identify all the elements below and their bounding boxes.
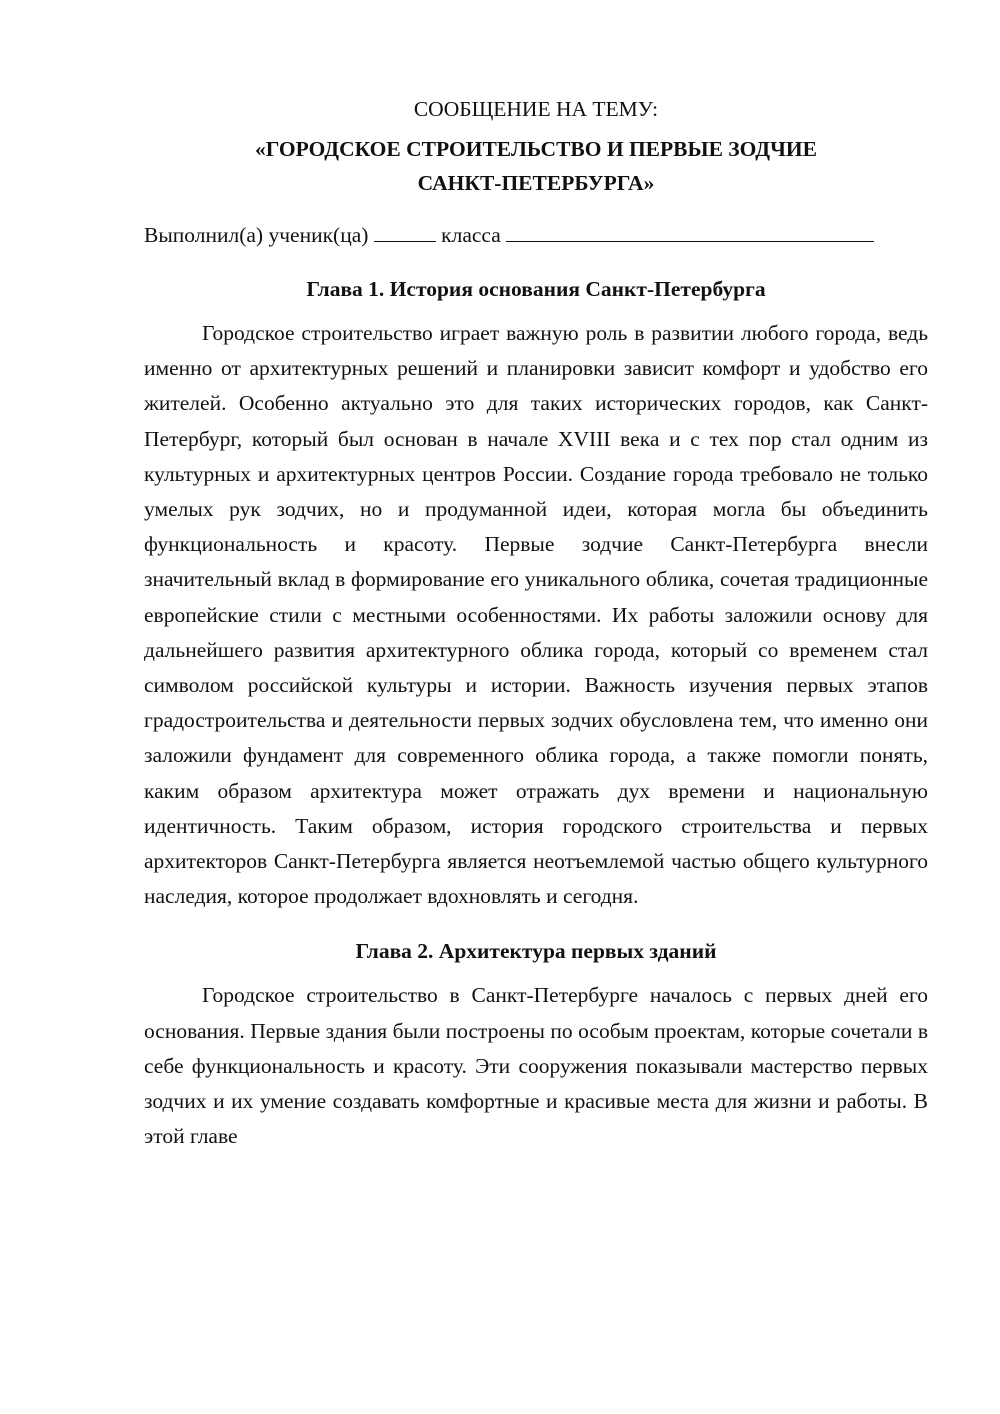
document-page	[144, 92, 928, 1154]
class-label: класса	[441, 223, 501, 247]
chapter-2-heading: Глава 2. Архитектура первых зданий	[355, 939, 717, 964]
name-blank	[506, 219, 874, 242]
title-line-2: САНКТ-ПЕТЕРБУРГА»	[417, 171, 655, 195]
author-prefix: Выполнил(а) ученик(ца)	[144, 223, 369, 247]
author-line	[144, 218, 928, 252]
chapter-1-paragraph: Городское строительство играет важную роль в развитии любого города, ведь именно от архитектурных решений и планировки зависит комфорт и удобство его жителей. Особенно актуально это для таких исторических городов, как Санкт-Петербург, который был основан в начале XVIII века и с тех пор стал одним из культурных и архитектурных центров России. Создание города требовало не только умелых рук зодчих, но и продуманной идеи, которая могла бы объединить функциональность и красоту. Первые зодчие Санкт-Петербурга внесли значительный вклад в формирование его уникального облика, сочетая традиционные европейские стили с местными особенностями. Их работы заложили основу для дальнейшего развития архитектурного облика города, который со временем стал символом российской культуры и истории. Важность изучения первых этапов градостроительства и деятельности первых зодчих обусловлена тем, что именно они заложили фундамент для современного облика города, а также помогли понять, каким образом архитектура может отражать дух времени и национальную идентичность. Таким образом, история городского строительства и первых архитекторов Санкт-Петербурга является неотъемлемой частью общего культурного наследия, которое продолжает вдохновлять и сегодня.	[144, 321, 928, 909]
document-header: СООБЩЕНИЕ НА ТЕМУ:	[413, 97, 659, 121]
document-title	[144, 132, 928, 200]
chapter-1-heading: Глава 1. История основания Санкт-Петербурга	[306, 277, 766, 301]
chapter-2-paragraph: Городское строительство в Санкт-Петербурге началось с первых дней его основания. Первые здания были построены по особым проектам, которые сочетали в себе функциональность и красоту. Эти сооружения показывали мастерство первых зодчих и их умение создавать комфортные и красивые места для жизни и работы. В этой главе	[144, 983, 928, 1149]
title-line-1: «ГОРОДСКОЕ СТРОИТЕЛЬСТВО И ПЕРВЫЕ ЗОДЧИЕ	[255, 137, 817, 161]
grade-blank	[374, 219, 436, 242]
